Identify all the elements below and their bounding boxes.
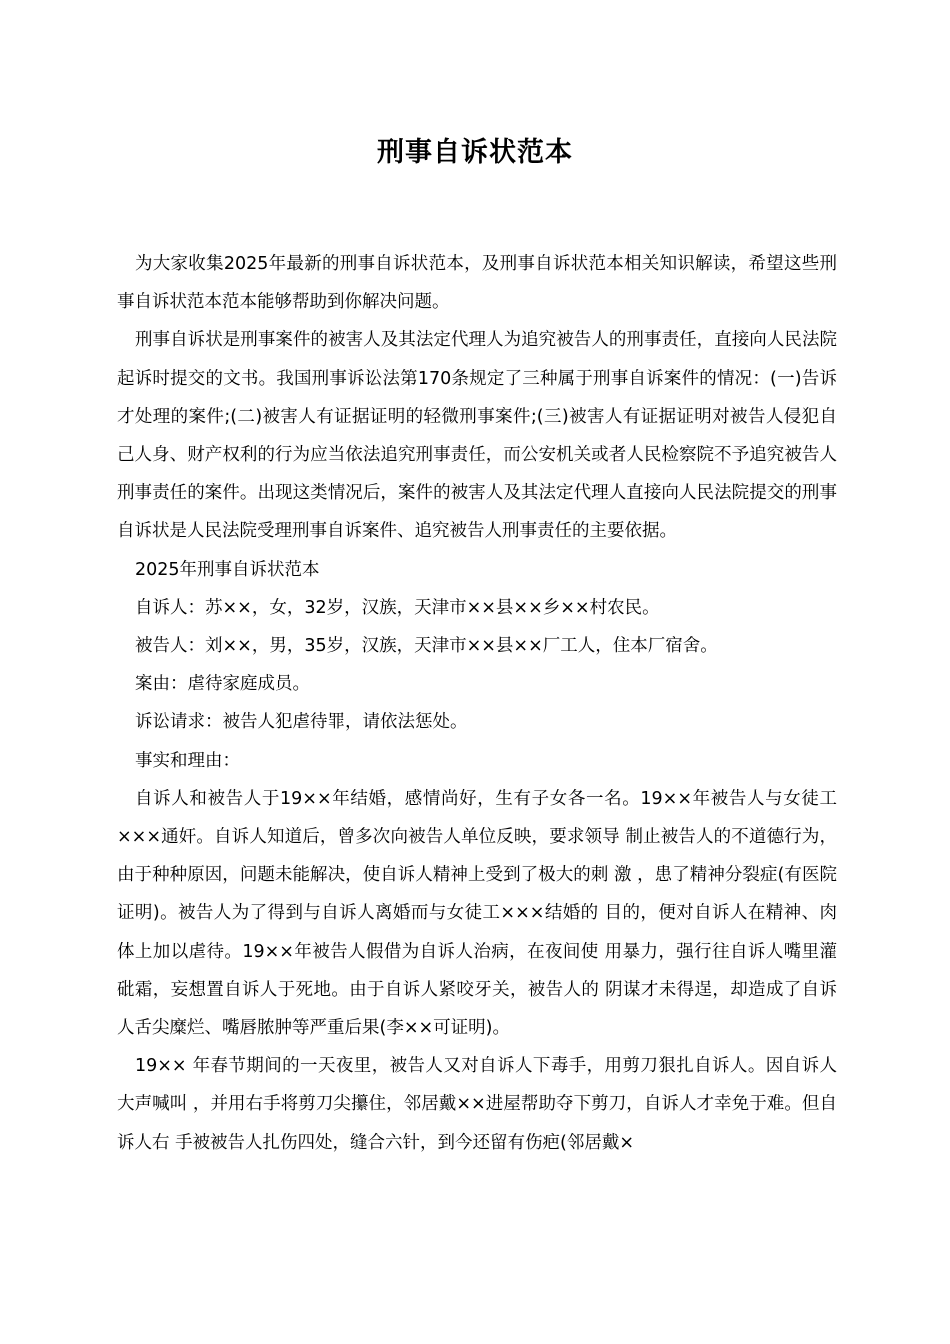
document-title: 刑事自诉状范本 (377, 137, 573, 168)
paragraph: 自诉人：苏××，女，32岁，汉族，天津市××县××乡××村农民。 (135, 597, 660, 618)
paragraph: 刑事自诉状是刑事案件的被害人及其法定代理人为追究被告人的刑事责任，直接向人民法院起诉时提交的文书。我国刑事诉讼法第170条规定了三种属于刑事自诉案件的情况：(一)告诉才处理的案件;(二)被害人有证据证明的轻微刑事案件;(三)被害人有证据证明对被告人侵犯自己人身、财产权利的行为应当依法追究刑事责任，而公安机关或者人民检察院不予追究被告人刑事责任的案件。出现这类情况后，案件的被害人及其法定代理人直接向人民法院提交的刑事自诉状是人民法院受理刑事自诉案件、追究被告人刑事责任的主要依据。 (117, 330, 837, 542)
paragraph: 19×× 年春节期间的一天夜里，被告人又对自诉人下毒手，用剪刀狠扎自诉人。因自诉人大声喊叫 ，并用右手将剪刀尖攥住，邻居戴××进屋帮助夺下剪刀，自诉人才幸免于难。但自诉人右 手被被告人扎伤四处，缝合六针，到今还留有伤疤(邻居戴× (117, 1056, 837, 1153)
document-body (117, 245, 837, 1162)
paragraph: 为大家收集2025年最新的刑事自诉状范本，及刑事自诉状范本相关知识解读，希望这些刑事自诉状范本范本能够帮助到你解决问题。 (117, 254, 837, 313)
paragraph: 事实和理由： (135, 750, 240, 771)
paragraph: 案由：虐待家庭成员。 (135, 674, 310, 695)
paragraph: 诉讼请求：被告人犯虐待罪，请依法惩处。 (135, 712, 468, 733)
paragraph: 自诉人和被告人于19××年结婚，感情尚好，生有子女各一名。19××年被告人与女徒工×××通奸。自诉人知道后，曾多次向被告人单位反映，要求领导 制止被告人的不道德行为，由于种种原因，问题未能解决，使自诉人精神上受到了极大的刺 激 ，患了精神分裂症(有医院证明)。被告人为了得到与自诉人离婚而与女徒工×××结婚的 目的，便对自诉人在精神、肉体上加以虐待。19××年被告人假借为自诉人治病，在夜间使 用暴力，强行往自诉人嘴里灌砒霜，妄想置自诉人于死地。由于自诉人紧咬牙关，被告人的 阴谋才未得逞，却造成了自诉人舌尖糜烂、嘴唇脓肿等严重后果(李××可证明)。 (117, 788, 837, 1039)
paragraph: 2025年刑事自诉状范本 (135, 559, 320, 580)
paragraph: 被告人：刘××，男，35岁，汉族，天津市××县××厂工人，住本厂宿舍。 (135, 636, 718, 657)
